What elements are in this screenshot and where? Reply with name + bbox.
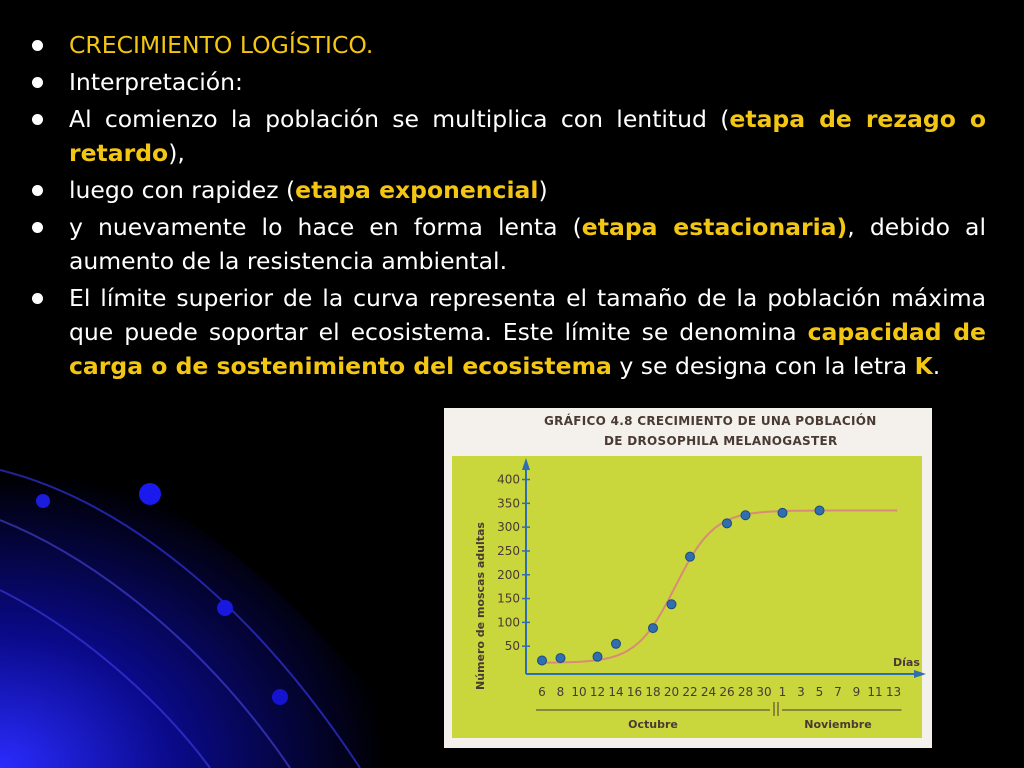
data-point [741, 511, 750, 520]
exponential-phase-term: etapa exponencial [295, 176, 539, 204]
letter-k: K [914, 352, 933, 380]
bullet-title [30, 28, 986, 62]
bullet-dot-icon [32, 293, 43, 304]
data-point [667, 600, 676, 609]
x-tick-label: 14 [608, 685, 624, 699]
bullet-lag-phase [30, 102, 986, 170]
chart-title-line1: GRÁFICO 4.8 CRECIMIENTO DE UNA POBLACIÓN [544, 414, 877, 428]
data-point [723, 519, 732, 528]
x-tick-label: 9 [852, 685, 861, 699]
x-tick-label: 13 [885, 685, 902, 699]
x-tick-label: 7 [834, 685, 842, 699]
lag-text-post: ), [168, 139, 185, 167]
x-tick-label: 20 [663, 685, 680, 699]
lag-text-pre: Al comienzo la población se multiplica con lentitud ( [69, 105, 730, 133]
x-tick-label: 24 [700, 685, 717, 699]
lag-phase-term: etapa de rezago o retardo [69, 105, 986, 167]
x-tick-label: 1 [778, 685, 787, 699]
bullet-dot-icon [32, 77, 43, 88]
capacity-text-end: . [932, 352, 941, 380]
x-tick-label: 11 [867, 685, 883, 699]
chart-figure [444, 408, 932, 748]
x-tick-label: 28 [737, 685, 754, 699]
logistic-growth-chart [444, 408, 932, 748]
x-tick-label: 18 [645, 685, 661, 699]
y-tick-label: 300 [497, 520, 520, 535]
x-tick-label: 22 [682, 685, 698, 699]
y-tick-label: 250 [497, 543, 520, 558]
data-point [538, 656, 547, 665]
month-label-october: Octubre [628, 718, 678, 731]
interpretation-text: Interpretación: [69, 68, 243, 96]
bullet-dot-icon [32, 222, 43, 233]
month-label-november: Noviembre [804, 718, 872, 731]
x-tick-label: 30 [756, 685, 772, 699]
slide-title: CRECIMIENTO LOGÍSTICO. [69, 31, 374, 59]
x-tick-label: 12 [589, 685, 606, 699]
x-tick-label: 6 [538, 685, 546, 699]
x-tick-label: 16 [626, 685, 643, 699]
y-tick-label: 200 [497, 567, 520, 582]
y-tick-label: 50 [504, 639, 520, 654]
bullet-dot-icon [32, 40, 43, 51]
x-tick-label: 26 [719, 685, 735, 699]
data-point [556, 654, 565, 663]
bullet-dot-icon [32, 114, 43, 125]
data-point [815, 506, 824, 515]
bullet-stationary-phase [30, 210, 986, 278]
capacity-text-pre: El límite superior de la curva representa el tamaño de la población máxima que puede soportar el ecosistema. Este límite se denomina [69, 284, 986, 346]
bullet-dot-icon [32, 185, 43, 196]
y-tick-label: 350 [497, 496, 520, 511]
bullet-list [30, 28, 986, 386]
x-tick-label: 10 [571, 685, 587, 699]
stat-text-post: , debido al aumento de la resistencia ambiental. [69, 213, 986, 275]
exp-text-pre: luego con rapidez ( [69, 176, 296, 204]
stationary-phase-term: etapa estacionaria) [581, 213, 848, 241]
exp-text-post: ) [538, 176, 548, 204]
data-point [778, 508, 787, 517]
data-point [593, 652, 602, 661]
y-tick-label: 400 [497, 472, 520, 487]
bullet-carrying-capacity [30, 281, 986, 383]
data-point [612, 639, 621, 648]
y-tick-label: 150 [497, 591, 520, 606]
stat-text-pre: y nuevamente lo hace en forma lenta ( [69, 213, 582, 241]
x-tick-label: 5 [815, 685, 824, 699]
data-point [649, 624, 658, 633]
x-axis-label: Días [893, 656, 920, 669]
x-tick-label: 8 [556, 685, 565, 699]
y-tick-label: 100 [497, 615, 520, 630]
capacity-text-mid: y se designa con la letra [611, 352, 915, 380]
x-tick-label: 3 [797, 685, 805, 699]
chart-title-line2: DE DROSOPHILA MELANOGASTER [604, 434, 838, 448]
y-axis-label: Número de moscas adultas [474, 522, 487, 690]
bullet-exponential-phase [30, 173, 986, 207]
data-point [686, 552, 695, 561]
bullet-interpretation [30, 65, 986, 99]
carrying-capacity-term: capacidad de carga o de sostenimiento del ecosistema [69, 318, 986, 380]
